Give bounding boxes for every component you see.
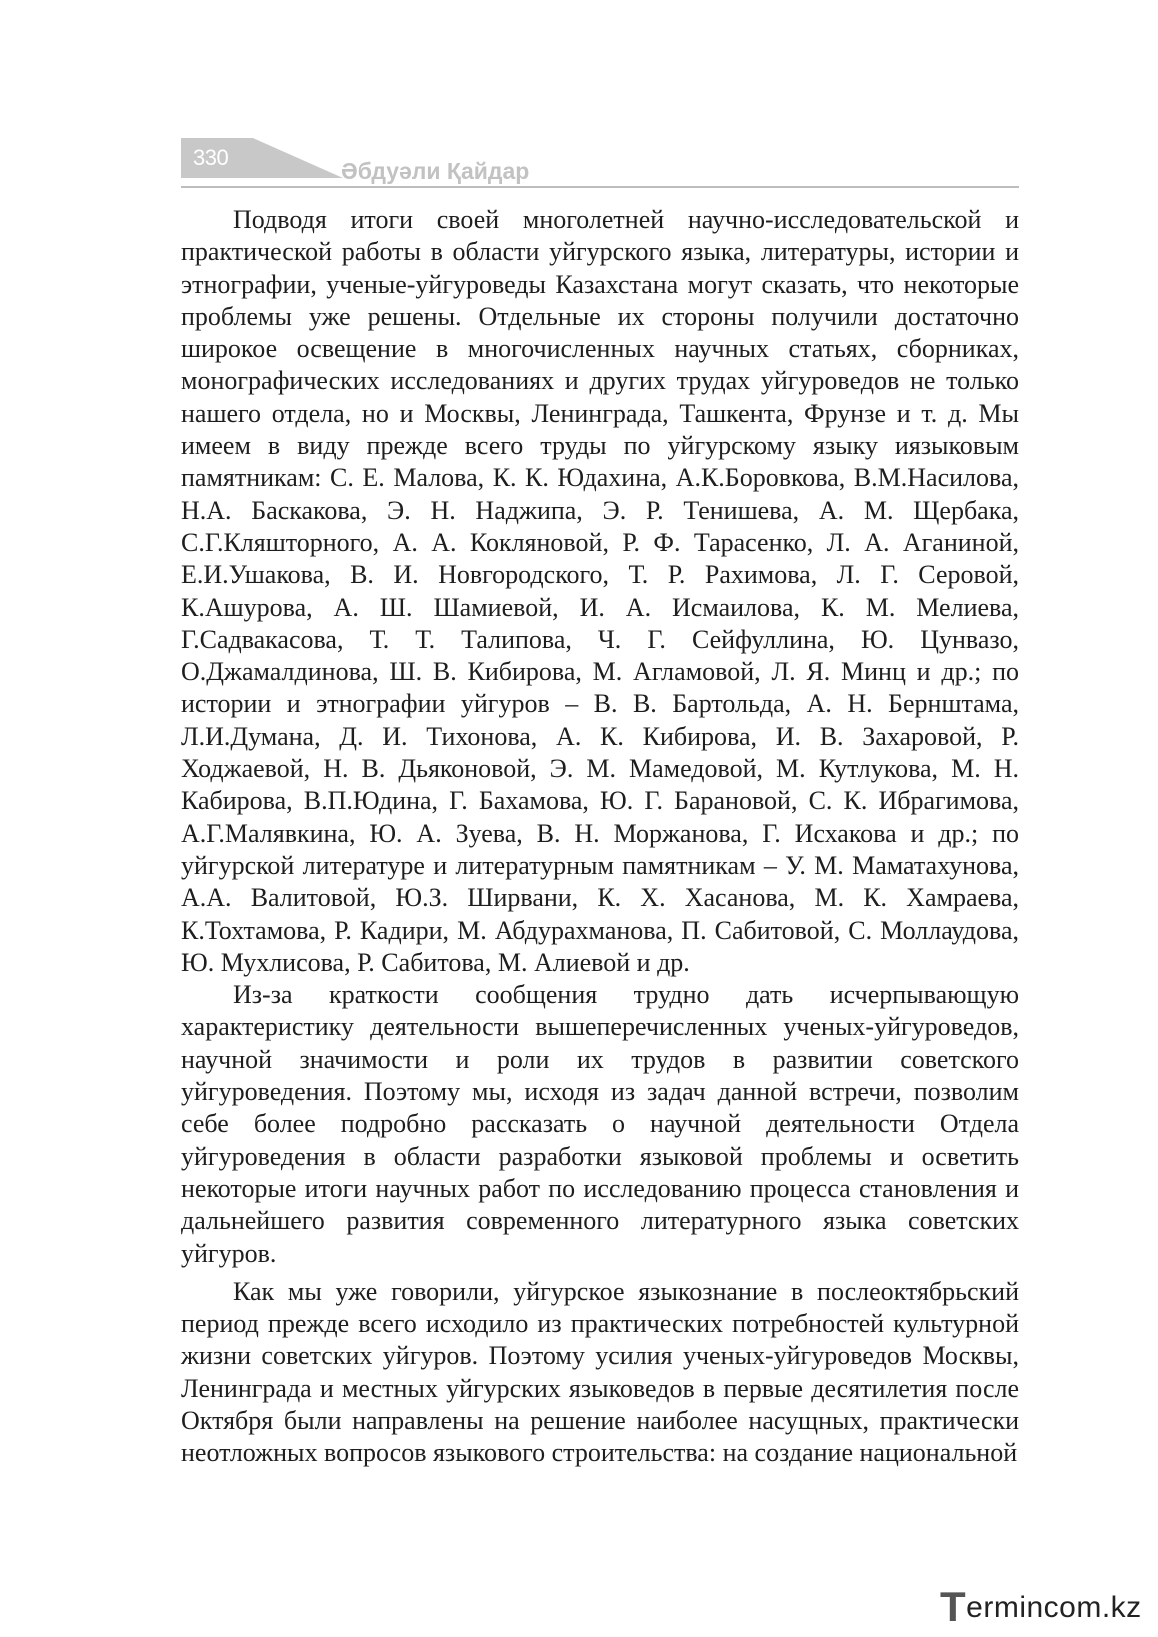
header-rule bbox=[181, 186, 1019, 188]
page-header bbox=[181, 138, 1019, 190]
watermark-text: ermincom.kz bbox=[966, 1591, 1142, 1624]
paragraph-2: Из-за краткости сообщения трудно дать исчерпывающую характеристику деятельности вышеперечисленных ученых-уйгуроведов, научной значимости и роли их трудов в развитии советского уйгуроведения. Поэтому мы, исходя из задач данной встречи, позволим себе более подробно рассказать о научной деятельности Отдела уйгуроведения в области разработки языковой проблемы и осветить некоторые итоги научных работ по исследованию процесса становления и дальнейшего развития современного литературного языка советских уйгуров. bbox=[181, 980, 1019, 1268]
running-head-author: Әбдуәли Қайдар bbox=[341, 158, 530, 184]
page-number: 330 bbox=[193, 145, 229, 170]
paragraph-1: Подводя итоги своей многолетней научно-исследовательской и практической работы в области уйгурского языка, литературы, истории и этнографии, ученые-уйгуроведы Казахстана могут сказать, что некоторые проблемы уже решены. Отдельные их стороны получили достаточно широкое освещение в многочисленных научных статьях, сборниках, монографических исследованиях и других трудах уйгуроведов не только нашего отдела, но и Москвы, Ленинграда, Ташкента, Фрунзе и т. д. Мы имеем в виду прежде всего труды по уйгурскому языку иязыковым памятникам: С. Е. Малова, К. К. Юдахина, А.К.Боровкова, В.М.Насилова, Н.А. Баскакова, Э. Н. Наджипа, Э. Р. Тенишева, А. М. Щербака, С.Г.Кляшторного, А. А. Кокляновой, Р. Ф. Тарасенко, Л. А. Аганиной, Е.И.Ушакова, В. И. Новгородского, Т. Р. Рахимова, Л. Г. Серовой, К.Ашурова, А. Ш. Шамиевой, И. А. Исмаилова, К. М. Мелиева, Г.Садвакасова, Т. Т. Талипова, Ч. Г. Сейфуллина, Ю. Цунвазо, О.Джамалдинова, Ш. В. Кибирова, М. Агламовой, Л. Я. Минц и др.; по истории и этнографии уйгуров – В. В. Бартольда, А. Н. Бернштама, Л.И.Думана, Д. И. Тихонова, А. К. Кибирова, И. В. Захаровой, Р. Ходжаевой, Н. В. Дьяконовой, Э. М. Мамедовой, М. Кутлукова, М. Н. Кабирова, В.П.Юдина, Г. Бахамова, Ю. Г. Барановой, С. К. Ибрагимова, А.Г.Малявкина, Ю. А. Зуева, В. Н. Моржанова, Г. Исхакова и др.; по уйгурской литературе и литературным памятникам – У. М. Маматахунова, А.А. Валитовой, Ю.З. Ширвани, К. Х. Хасанова, М. К. Хамраева, К.Тохтамова, Р. Кадири, М. Абдурахманова, П. Сабитовой, С. Моллаудова, Ю. Мухлисова, Р. Сабитова, М. Алиевой и др. bbox=[181, 205, 1019, 977]
body-text bbox=[181, 204, 1019, 1470]
watermark-logo bbox=[940, 1583, 1142, 1631]
watermark-initial: T bbox=[940, 1583, 967, 1630]
paragraph-3: Как мы уже говорили, уйгурское языкознание в послеоктябрьский период прежде всего исходило из практических потребностей культурной жизни советских уйгуров. Поэтому усилия ученых-уйгуроведов Москвы, Ленинграда и местных уйгурских языковедов в первые десятилетия после Октября были направлены на решение наиболее насущных, практически неотложных вопросов языкового строительства: на создание национальной bbox=[181, 1276, 1019, 1468]
page-number-tab-slope bbox=[253, 138, 343, 178]
